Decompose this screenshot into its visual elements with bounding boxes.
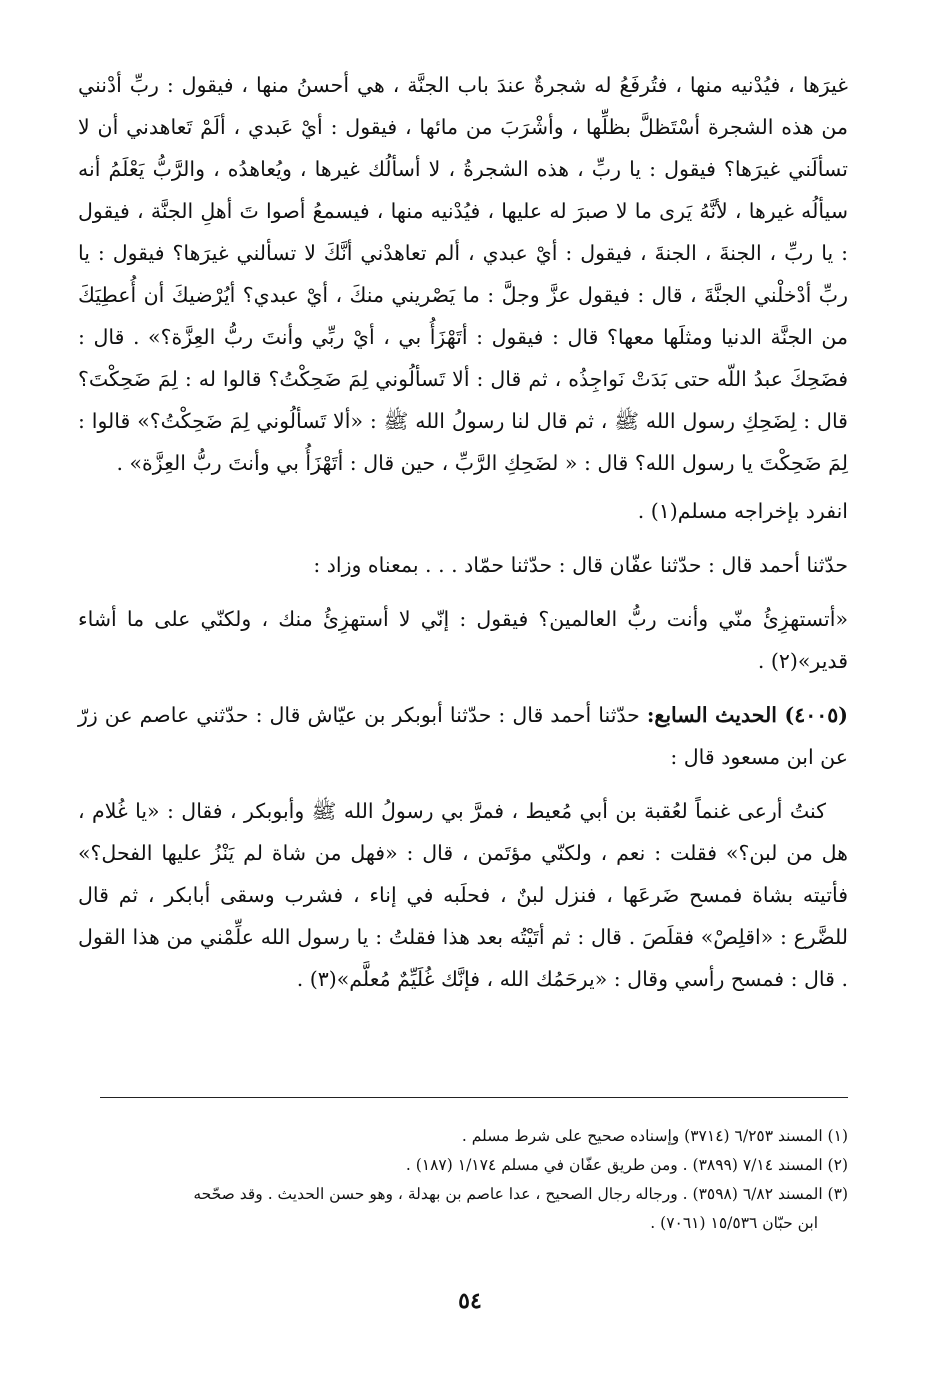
hadith-heading: (٤٠٠٥) الحديث السابع:: [646, 703, 848, 727]
footnote-3-continuation: ابن حبّان ١٥/٥٣٦ (٧٠٦١) .: [650, 1214, 818, 1232]
paragraph-hadith-seven: [78, 694, 848, 778]
page-number: ٥٤: [458, 1288, 482, 1314]
footnote-1: (١) المسند ٦/٢٥٣ (٣٧١٤) وإسناده صحيح على شرط مسلم .: [461, 1127, 848, 1145]
main-text: [78, 64, 848, 1000]
footnote-divider: [100, 1097, 848, 1098]
paragraph-hadith-continuation: غيرَها ، فيُدْنيه منها ، فتُرفَعُ له شجرةٌ عندَ باب الجنَّة ، هي أحسنُ منها ، فيقول : ربِّ أدْنني من هذه الشجرة أسْتَظلَّ بظلِّها ، وأشْرَبَ من مائها ، فيقول : أيْ عَبدي ، ألَمْ تَعاهدني أن لا تسألَني غيرَها؟ فيقول : يا ربِّ ، هذه الشجرةُ ، لا أسألُك غيرها ، ويُعاهدُه ، والرَّبُّ يَعْلَمُ أنه سيألُه غيرها ، لأنَّهُ يَرى ما لا صبرَ له عليها ، فيُدْنيه منها ، فيسمعُ أصوا تَ أهلِ الجنَّة ، فيقول : يا ربِّ ، الجنةَ ، الجنةَ ، فيقول : أيْ عبدي ، ألم تعاهدْني أنَّكَ لا تسألني غيرَها؟ فيقول : يا ربِّ أدْخلْني الجنَّةَ ، قال : فيقول عزَّ وجلَّ : ما يَصْريني منكَ ، أيْ عبدي؟ أيُرْضيكَ أن أُعطِيَكَ من الجنَّة الدنيا ومثلَها معها؟ قال : فيقول : أتَهْزَأُ بي ، أيْ ربِّي وأنتَ ربُّ العِزَّة؟» . قال : فضَحِكَ عبدُ اللّه حتى بَدَتْ نَواجِذُه ، ثم قال : ألا تَسألُوني لِمَ ضَحِكْتُ؟ قالوا له : لِمَ ضَحِكْتَ؟ قال : لِضَحِكِ رسول الله ﷺ ، ثم قال لنا رسولُ الله ﷺ : «ألا تَسألُوني لِمَ ضَحِكْتُ؟» قالوا : لِمَ ضَحِكْتَ يا رسول الله؟ قال : « لضَحِكِ الرَّبِّ ، حين قال : أتَهْزَأُ بي وأنتَ ربُّ العِزَّة» .: [78, 73, 848, 475]
paragraph-isnad: حدّثنا أحمد قال : حدّثنا عفّان قال : حدّثنا حمّاد . . . بمعناه وزاد :: [313, 553, 848, 577]
paragraph-addition: «أتستهزِئُ منّي وأنت ربُّ العالمين؟ فيقول : إنّي لا أستهزِئُ منك ، ولكنّي على ما أشاء قدير»(٢) .: [78, 607, 848, 673]
footnote-3: (٣) المسند ٦/٨٢ (٣٥٩٨) . ورجاله رجال الصحيح ، عدا عاصم بن بهدلة ، وهو حسن الحديث . وقد صحّحه: [193, 1185, 848, 1203]
footnotes: [80, 1122, 848, 1238]
paragraph-hadith-body: كنتُ أرعى غنماً لعُقبة بن أبي مُعيط ، فمرَّ بي رسولُ الله ﷺ وأبوبكر ، فقال : «يا غُلام ، هل من لبن؟» فقلت : نعم ، ولكنّي مؤتَمن ، قال : «فهل من شاة لم يَنْزُ عليها الفحل؟» فأتيته بشاة فمسح ضَرعَها ، فنزل لبنٌ ، فحلَبه في إناء ، فشرب وسقى أبابكر ، ثم قال للضَّرع : «اقلِصْ» فقلَصَ . قال : ثم أتَيْتُه بعد هذا فقلتُ : يا رسول الله علِّمْني من هذا القول . قال : فمسح رأسي وقال : «يرحَمُك الله ، فإنَّك غُلَيِّمٌ مُعلَّم»(٣) .: [78, 799, 848, 991]
paragraph-muslim-note: انفرد بإخراجه مسلم(١) .: [637, 499, 848, 523]
footnote-2: (٢) المسند ٧/١٤ (٣٨٩٩) . ومن طريق عفّان في مسلم ١/١٧٤ (١٨٧) .: [405, 1156, 848, 1174]
hadith-intro: حدّثنا أحمد قال : حدّثنا أبوبكر بن عيّاش قال : حدّثني عاصم عن زرّ عن ابن مسعود قال :: [78, 703, 848, 769]
